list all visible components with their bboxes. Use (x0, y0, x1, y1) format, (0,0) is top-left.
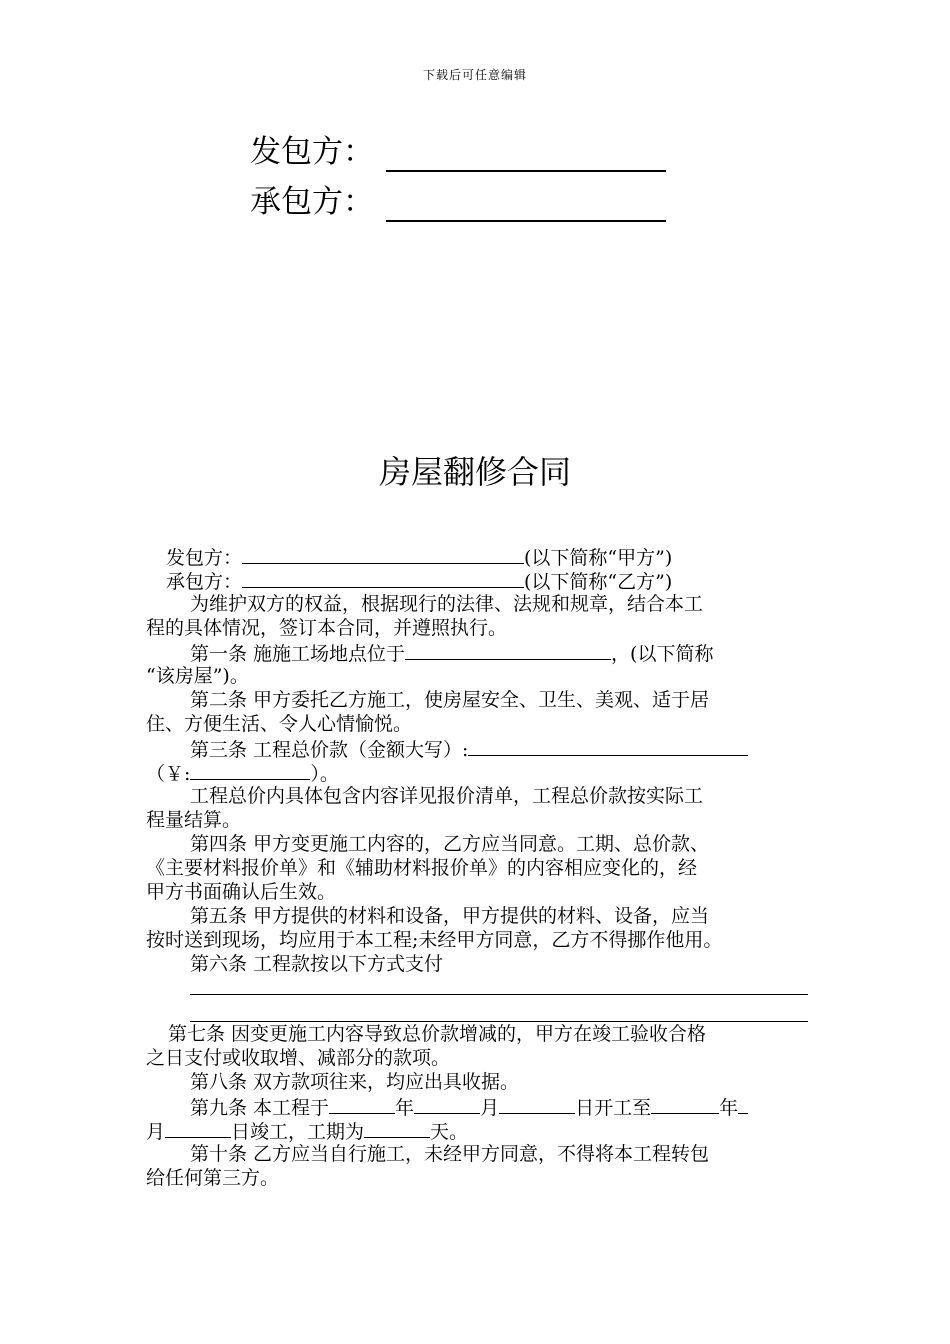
end-day-blank (165, 1118, 231, 1138)
article-6-line-1: 第六条 工程款按以下方式支付 (190, 953, 444, 975)
duration-blank (364, 1118, 430, 1138)
price-note-line-1: 工程总价内具体包含内容详见报价清单，工程总价款按实际工 (190, 785, 704, 807)
article-1-line-1 (146, 640, 808, 664)
article-10-line-2: 给任何第三方。 (146, 1167, 280, 1189)
article-3-line-2 (146, 760, 808, 784)
party-a-suffix: (以下简称“甲方”) (524, 547, 673, 569)
start-year-blank (329, 1094, 395, 1114)
party-b-suffix: (以下简称“乙方”) (524, 571, 673, 593)
site-location-blank (405, 640, 611, 660)
payment-terms-blank-1 (190, 976, 808, 995)
completion-label: 日竣工，工期为 (231, 1121, 365, 1143)
party-a-blank (242, 544, 524, 564)
article-9-text: 第九条 本工程于 (190, 1097, 330, 1119)
article-4-line-2: 《主要材料报价单》和《辅助材料报价单》的内容相应变化的，经 (146, 857, 698, 879)
article-1-suffix: ，(以下简称 (611, 643, 714, 665)
preamble-line-1: 为维护双方的权益，根据现行的法律、法规和规章，结合本工 (190, 593, 704, 615)
amount-figure-blank (190, 760, 310, 780)
amount-figure-suffix: ）。 (310, 763, 339, 785)
article-3-text: 第三条 工程总价款（金额大写）: (190, 739, 469, 761)
contract-title: 房屋翻修合同 (378, 453, 571, 491)
article-1-text: 第一条 施施工场地点位于 (190, 643, 406, 665)
article-5-line-1: 第五条 甲方提供的材料和设备，甲方提供的材料、设备，应当 (190, 905, 710, 927)
party-b-blank (242, 568, 524, 588)
cover-party-a-blank (386, 142, 666, 172)
party-a-label: 发包方： (166, 547, 243, 569)
article-5-line-2: 按时送到现场，均应用于本工程;未经甲方同意，乙方不得挪作他用。 (146, 929, 723, 951)
amount-figure-label: （￥: (146, 763, 191, 785)
preamble-line-2: 程的具体情况，签订本合同，并遵照执行。 (146, 617, 508, 639)
article-7-line-2: 之日支付或收取增、减部分的款项。 (146, 1047, 451, 1069)
article-9-line-2 (146, 1118, 808, 1142)
party-a-line (146, 544, 808, 568)
article-10-line-1: 第十条 乙方应当自行施工，未经甲方同意，不得将本工程转包 (190, 1143, 710, 1165)
article-2-line-2: 住、方便生活、令人心情愉悦。 (146, 713, 413, 735)
article-7-line-1: 第七条 因变更施工内容导致总价款增减的，甲方在竣工验收合格 (168, 1023, 707, 1045)
start-month-blank (414, 1094, 480, 1114)
cover-party-a-label: 发包方： (250, 134, 374, 170)
start-day-blank (499, 1094, 575, 1114)
end-month-blank-start (738, 1094, 748, 1114)
end-year-label: 年 (719, 1097, 739, 1119)
duration-days-label: 天。 (430, 1121, 469, 1143)
header-note: 下载后可任意编辑 (422, 68, 527, 82)
start-month-label: 月 (480, 1097, 500, 1119)
article-9-line-1 (146, 1094, 808, 1118)
article-4-line-1: 第四条 甲方变更施工内容的，乙方应当同意。工期、总价款、 (190, 833, 710, 855)
cover-party-b-blank (386, 192, 666, 222)
article-3-line-1 (146, 736, 808, 760)
article-4-line-3: 甲方书面确认后生效。 (146, 881, 337, 903)
amount-words-blank (468, 736, 748, 756)
end-year-blank (651, 1094, 719, 1114)
start-year-label: 年 (395, 1097, 415, 1119)
party-b-label: 承包方： (166, 571, 243, 593)
start-day-label: 日开工至 (575, 1097, 652, 1119)
contract-body (146, 544, 808, 1190)
article-8-line-1: 第八条 双方款项往来，均应出具收据。 (190, 1071, 520, 1093)
party-b-line (146, 568, 808, 592)
price-note-line-2: 程量结算。 (146, 809, 242, 831)
article-2-line-1: 第二条 甲方委托乙方施工，使房屋安全、卫生、美观、适于居 (190, 689, 710, 711)
article-1-line-2: “该房屋”)。 (146, 665, 249, 687)
cover-party-b (250, 182, 666, 222)
cover-party-a (250, 132, 666, 172)
end-month-label: 月 (146, 1121, 166, 1143)
cover-party-b-label: 承包方： (250, 184, 374, 220)
payment-terms-blank-2 (190, 995, 808, 1022)
